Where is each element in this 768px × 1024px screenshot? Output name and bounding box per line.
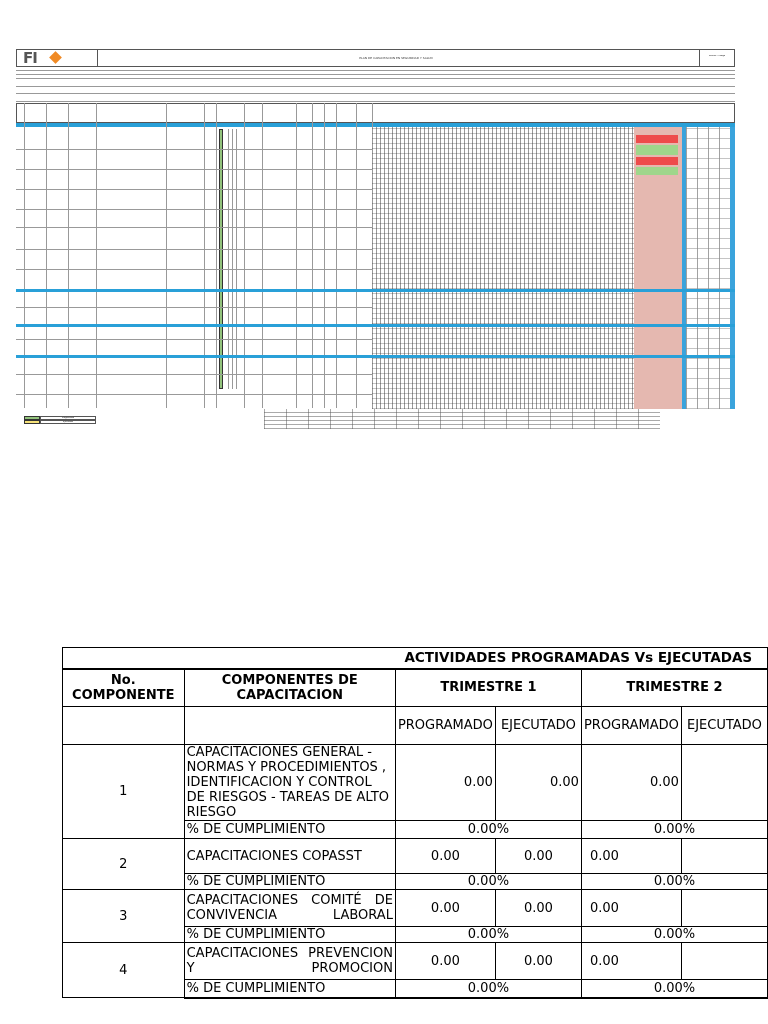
t1-cumplimiento-value: 0.00% [395, 874, 581, 890]
col-header-componentes: COMPONENTES DE CAPACITACION [184, 669, 395, 707]
cumplimiento-label: % DE CUMPLIMIENTO [184, 980, 395, 998]
sheet-code: Versión / Código [708, 55, 726, 57]
component-number: 2 [63, 839, 185, 890]
sheet-code-box [699, 49, 735, 67]
t1-cumplimiento-value: 0.00% [395, 821, 581, 839]
t2-cumplimiento-value: 0.00% [581, 927, 767, 943]
t2-programado-value: 0.00 [581, 890, 681, 927]
t1-programado-value: 0.00 [395, 890, 495, 927]
blank-header-cell [184, 648, 395, 669]
t2-programado-value: 0.00 [581, 943, 681, 980]
t1-programado-value: 0.00 [395, 839, 495, 874]
t1-programado-value: 0.00 [395, 745, 495, 821]
component-name: CAPACITACIONES COMITÉ DE CONVIVENCIA LABORAL [184, 890, 395, 927]
company-logo [16, 49, 98, 67]
cumplimiento-label: % DE CUMPLIMIENTO [184, 927, 395, 943]
legend-ejecutado-label: Ejecutado [40, 420, 96, 424]
t2-programado-value: 0.00 [581, 745, 681, 821]
legend-programado-label: Programado [40, 416, 96, 420]
component-number: 4 [63, 943, 185, 998]
logo-diamond-icon [49, 51, 62, 64]
logo-text: FI [23, 49, 37, 67]
t1-ejecutado-value: 0.00 [495, 943, 581, 980]
t2-ejecutado-value [681, 890, 767, 927]
table-main-header: ACTIVIDADES PROGRAMADAS Vs EJECUTADAS [395, 648, 767, 669]
component-number: 1 [63, 745, 185, 839]
col-header-no-componente: No. COMPONENTE [63, 669, 185, 707]
t1-cumplimiento-value: 0.00% [395, 927, 581, 943]
t1-programado-header: PROGRAMADO [395, 707, 495, 745]
cumplimiento-label: % DE CUMPLIMIENTO [184, 874, 395, 890]
blank-header-cell [63, 648, 185, 669]
t2-ejecutado-header: EJECUTADO [681, 707, 767, 745]
activities-summary-table [62, 647, 768, 999]
t1-programado-value: 0.00 [395, 943, 495, 980]
t2-ejecutado-value [681, 839, 767, 874]
legend-ejecutado-swatch [24, 420, 40, 424]
t2-ejecutado-value [681, 745, 767, 821]
t2-ejecutado-value [681, 943, 767, 980]
weekly-schedule-grid [372, 127, 634, 409]
summary-table-zoom [62, 647, 768, 1024]
t2-programado-value: 0.00 [581, 839, 681, 874]
blank-cell [63, 707, 185, 745]
cumplimiento-label: % DE CUMPLIMIENTO [184, 821, 395, 839]
component-name: CAPACITACIONES PREVENCION Y PROMOCION [184, 943, 395, 980]
sheet-title: PLAN DE CAPACITACION EN SEGURIDAD Y SALUD [359, 57, 433, 60]
t1-ejecutado-value: 0.00 [495, 890, 581, 927]
component-name: CAPACITACIONES COPASST [184, 839, 395, 874]
t2-cumplimiento-value: 0.00% [581, 821, 767, 839]
t2-cumplimiento-value: 0.00% [581, 980, 767, 998]
column-header-row [16, 103, 735, 123]
component-name: CAPACITACIONES GENERAL - NORMAS Y PROCEDIMIENTOS , IDENTIFICACION Y CONTROL DE RIESGOS - TAREAS DE ALTO RIESGO [184, 745, 395, 821]
t1-ejecutado-value: 0.00 [495, 745, 581, 821]
t2-programado-header: PROGRAMADO [581, 707, 681, 745]
trimestre-1-header: TRIMESTRE 1 [395, 669, 581, 707]
trimestre-2-header: TRIMESTRE 2 [581, 669, 767, 707]
spreadsheet-overview [16, 49, 735, 429]
component-number: 3 [63, 890, 185, 943]
t1-ejecutado-value: 0.00 [495, 839, 581, 874]
t1-ejecutado-header: EJECUTADO [495, 707, 581, 745]
t1-cumplimiento-value: 0.00% [395, 980, 581, 998]
t2-cumplimiento-value: 0.00% [581, 874, 767, 890]
blank-cell [184, 707, 395, 745]
